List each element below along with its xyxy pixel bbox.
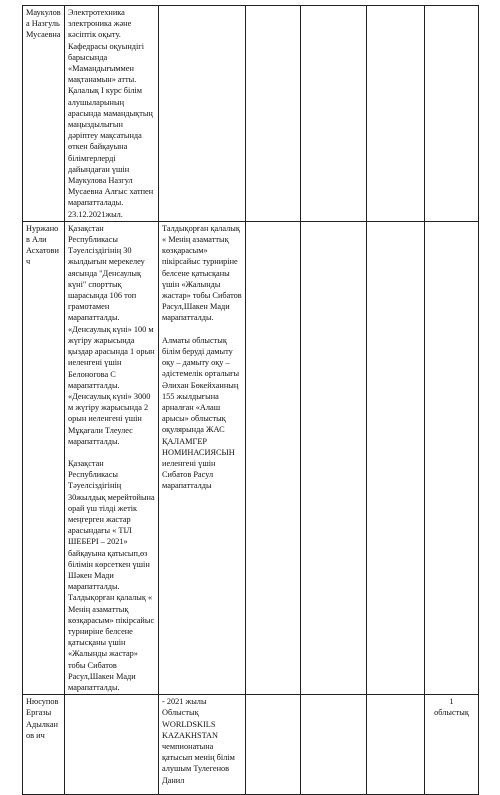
teacher-name: Нуржанов Али Асхатович (26, 223, 59, 267)
empty-cell (425, 221, 479, 694)
teacher-name: Маукулова Назгуль Мусаевна (26, 8, 61, 40)
awards-table (22, 5, 479, 795)
level-cell (425, 695, 479, 795)
achievement-text: Талдықорған қалалық « Менің азаматтық көзқарасым» пікірсайыс турниріне белсене қатысқаны үшін «Жалынды жастар» тобы Сибатов Расул,Шакен Мади марапатталды. (68, 593, 155, 692)
achievements-cell (65, 221, 159, 694)
empty-cell (425, 6, 479, 222)
empty-cell (65, 695, 159, 795)
achievement-text: Алматы облыстық білім беруді дамыту оқу – дамыту оқу – әдістемелік орталығы Әлихан Бөкейханның 155 жылдығына арналған «Алаш арысы» облыстық оқулярында ЖАС ҚАЛАМГЕР НОМИНАСИЯСЫН иеленгені үшін Сибатов Расул марапатталды (162, 335, 240, 491)
achievements-cell (159, 695, 246, 795)
achievement-text: Кафедрасы оқуындігі барысында «Мамандығыммен мақтанамын» атты. (68, 41, 145, 85)
achievements-cell (65, 6, 159, 222)
table-row (23, 221, 479, 694)
achievement-text: «Денсаулық күні» 3000 м жүгіру жарысында 2 орын иеленгені үшін Мұқағали Тлеулес марапатталды. (68, 391, 151, 446)
spacer (68, 447, 155, 458)
empty-cell (367, 221, 425, 694)
achievement-text: Талдықорған қалалық « Менің азаматтық көзқарасым» пікірсайыс турнирінe белсене қатысқаны үшін «Жалынды жастар» тобы Сибатов Расул,Шакен Мади марапатталды. (162, 223, 242, 323)
empty-cell (246, 221, 301, 694)
achievement-text: Маукулова Назгул Мусаевна Алғыс хатпен марапатталады. (68, 176, 154, 208)
teacher-name-cell (23, 6, 65, 222)
achievement-text: Қалалық I курс білім алушыларының арасында мамандықтың маңыздылығын дәріптеу мақсатында өткен байқауына білімгерлерді дайындаған үшін (68, 86, 153, 174)
achievement-text: Қазақстан Республикасы Тәуелсіздігінің 30жылдық мерейтойына орай үш тілді жетік меңгерген жастар арасындағы « ТІЛ ШЕБЕРІ – 2021» байқауына қатысып,өз білімін көрсеткен үшін Шәкен Мади марапатталды. (68, 458, 155, 592)
empty-cell (301, 6, 367, 222)
achievement-text: «Денсаулық күні» 100 м жүгіру жарысында қыздар арасында 1 орын иеленгені үшін Белоногова С марапатталды. (68, 324, 155, 390)
achievement-date: 23.12.2021жыл. (68, 209, 123, 219)
empty-cell (246, 6, 301, 222)
achievements-cell (159, 221, 246, 694)
empty-cell (367, 6, 425, 222)
table-row (23, 6, 479, 222)
empty-cell (159, 6, 246, 222)
achievement-text: Қазақстан Республикасы Тәуелсіздігінің 30 жылдығын мерекелеу аясында "Денсаулық күні" спорттық шарасында 106 топ грамотамен марапатталды. (68, 223, 145, 323)
level-label: облыстық (434, 708, 469, 718)
teacher-name-cell (23, 221, 65, 694)
teacher-name: Нюсупов Ергазы Адылканов ич (26, 697, 59, 740)
level-count: 1 (449, 697, 454, 707)
empty-cell (367, 695, 425, 795)
empty-cell (301, 221, 367, 694)
achievement-text: - 2021 жылы Облыстық WORLDSKILS KAZAKHSTAN чемпионатына қатысып менің білім алушым Тулегенов Данил (162, 697, 235, 785)
teacher-name-cell (23, 695, 65, 795)
table-row (23, 695, 479, 795)
empty-cell (246, 695, 301, 795)
achievement-text: Электротехника электроника және кәсіптік оқыту. (68, 8, 132, 40)
empty-cell (301, 695, 367, 795)
spacer (162, 324, 242, 335)
